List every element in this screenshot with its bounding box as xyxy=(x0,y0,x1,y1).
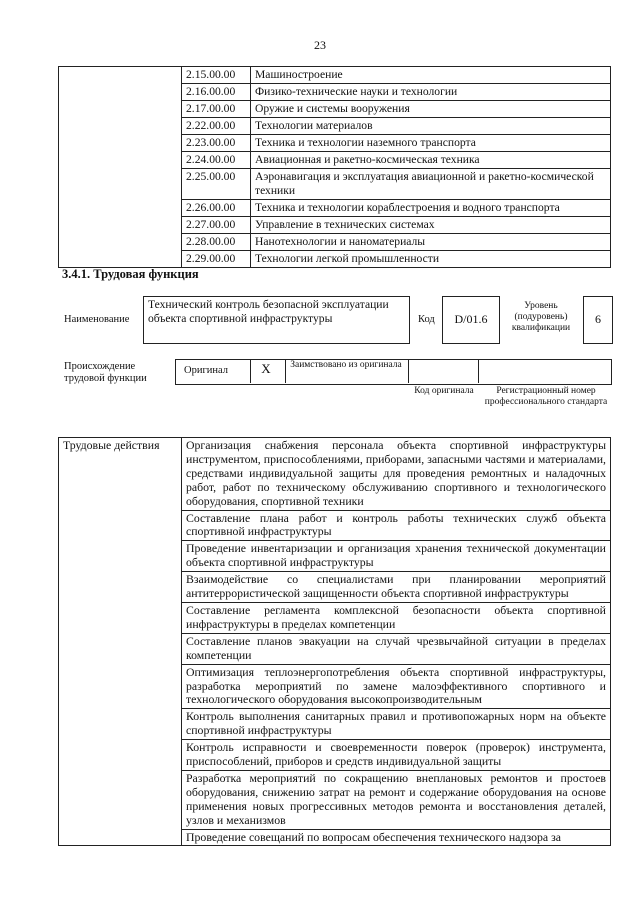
name-cell: Аэронавигация и эксплуатация авиационной и ракетно-космической техники xyxy=(251,169,611,200)
page-number: 23 xyxy=(314,38,326,52)
function-name-value: Технический контроль безопасной эксплуатации объекта спортивной инфраструктуры xyxy=(148,298,389,325)
original-mark: X xyxy=(261,361,271,376)
divider xyxy=(285,359,286,383)
empty-cell xyxy=(59,67,182,268)
function-code-value: D/01.6 xyxy=(454,312,488,326)
code-cell: 2.28.00.00 xyxy=(182,234,251,251)
name-cell: Техника и технологии кораблестроения и водного транспорта xyxy=(251,200,611,217)
action-cell: Составление плана работ и контроль работы технических служб объекта спортивной инфраструктуры xyxy=(182,510,611,541)
name-cell: Машиностроение xyxy=(251,67,611,84)
action-cell: Организация снабжения персонала объекта спортивной инфраструктуры инструментом, приспособлениями, приборами, запасными частями и материалами, средствами индивидуальной защиты для проведения ремонтных и наладочных работ, работ по техническому обслуживанию спортивного и технологического оборудования, спортивной техники xyxy=(182,438,611,511)
level-label: Уровень (подуровень) квалификации xyxy=(511,301,571,333)
labor-actions-table xyxy=(58,437,611,846)
name-cell: Авиационная и ракетно-космическая техника xyxy=(251,152,611,169)
level-box xyxy=(583,296,613,344)
section-heading: 3.4.1. Трудовая функция xyxy=(62,267,199,281)
action-cell: Оптимизация теплоэнергопотребления объекта спортивной инфраструктуры, разработка мероприятий по замене малоэффективного спортивного и технологического оборудования высокопроизводительным xyxy=(182,664,611,709)
code-cell: 2.25.00.00 xyxy=(182,169,251,200)
original-label: Оригинал xyxy=(184,365,228,376)
name-cell: Оружие и системы вооружения xyxy=(251,101,611,118)
name-cell: Нанотехнологии и наноматериалы xyxy=(251,234,611,251)
action-cell: Контроль выполнения санитарных правил и противопожарных норм на объекте спортивной инфраструктуры xyxy=(182,709,611,740)
code-cell: 2.27.00.00 xyxy=(182,217,251,234)
name-cell: Физико-технические науки и технологии xyxy=(251,84,611,101)
table-row xyxy=(59,67,611,84)
origin-code-caption: Код оригинала xyxy=(414,386,474,396)
name-cell: Управление в технических системах xyxy=(251,217,611,234)
action-cell: Составление планов эвакуации на случай чрезвычайной ситуации в пределах компетенции xyxy=(182,633,611,664)
code-cell: 2.22.00.00 xyxy=(182,118,251,135)
reg-number-caption: Регистрационный номер профессионального стандарта xyxy=(484,386,608,407)
code-cell: 2.16.00.00 xyxy=(182,84,251,101)
divider xyxy=(408,359,409,383)
action-cell: Взаимодействие со специалистами при планировании мероприятий антитеррористической защищенности объекта спортивной инфраструктуры xyxy=(182,572,611,603)
code-label: Код xyxy=(418,314,435,325)
action-cell: Составление регламента комплексной безопасности объекта спортивной инфраструктуры в пределах компетенции xyxy=(182,602,611,633)
name-cell: Техника и технологии наземного транспорта xyxy=(251,135,611,152)
action-cell: Контроль исправности и своевременности поверок (проверок) инструмента, приспособлений, приборов и средств индивидуальной защиты xyxy=(182,740,611,771)
function-code-box xyxy=(442,296,500,344)
name-cell: Технологии материалов xyxy=(251,118,611,135)
specialty-codes-table xyxy=(58,66,611,268)
code-cell: 2.23.00.00 xyxy=(182,135,251,152)
function-name-box xyxy=(143,296,410,344)
code-cell: 2.26.00.00 xyxy=(182,200,251,217)
name-label: Наименование xyxy=(64,314,130,325)
origin-label: Происхождение трудовой функции xyxy=(64,361,147,384)
table-row xyxy=(59,438,611,511)
level-value: 6 xyxy=(595,312,601,326)
action-cell: Проведение инвентаризации и организация хранения технической документации объекта спортивной инфраструктуры xyxy=(182,541,611,572)
name-cell: Технологии легкой промышленности xyxy=(251,251,611,268)
labor-actions-header: Трудовые действия xyxy=(59,438,182,846)
action-cell: Разработка мероприятий по сокращению внеплановых ремонтов и простоев оборудования, снижению затрат на ремонт и содержание оборудования на основе применения новых прогрессивных методов ремонта и восстановления деталей, узлов и механизмов xyxy=(182,770,611,829)
action-cell: Проведение совещаний по вопросам обеспечения технического надзора за xyxy=(182,829,611,846)
code-cell: 2.24.00.00 xyxy=(182,152,251,169)
borrowed-label: Заимствовано из оригинала xyxy=(290,360,402,370)
code-cell: 2.15.00.00 xyxy=(182,67,251,84)
divider xyxy=(478,359,479,383)
code-cell: 2.17.00.00 xyxy=(182,101,251,118)
code-cell: 2.29.00.00 xyxy=(182,251,251,268)
